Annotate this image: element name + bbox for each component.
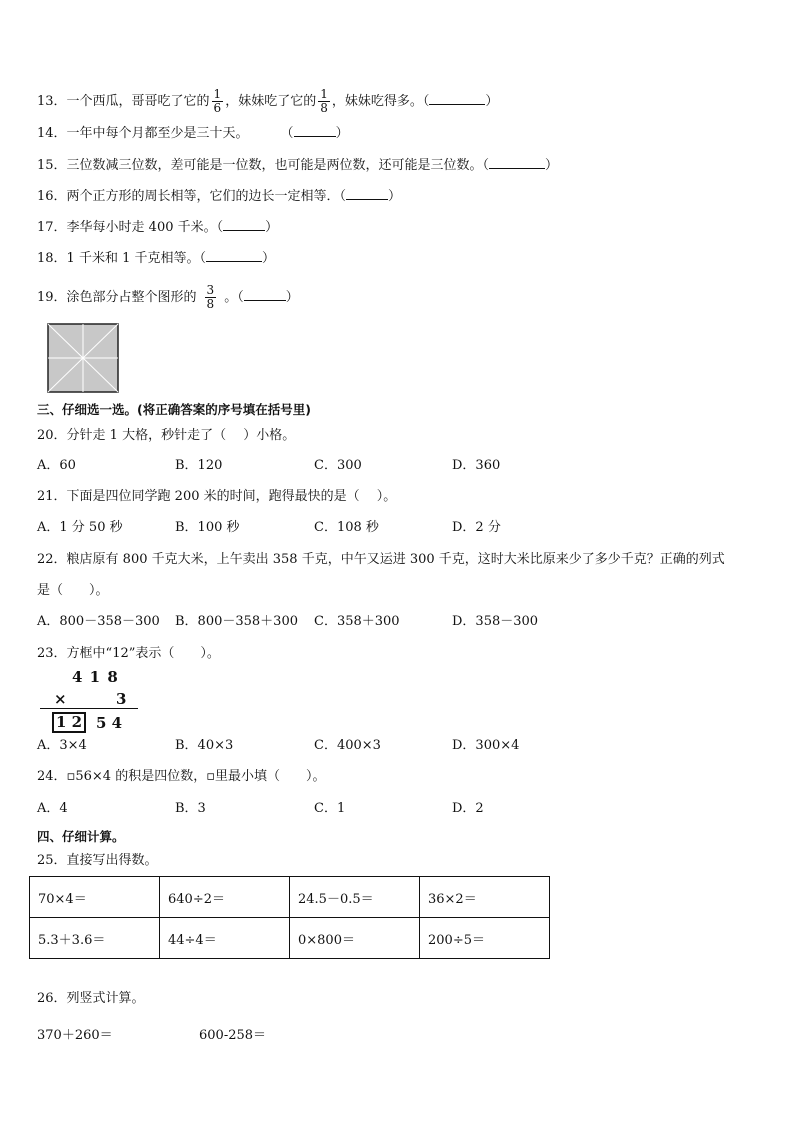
option-b[interactable]: B．800－358＋300 [175,614,298,629]
fraction-one-sixth: $\frac{1}{6}$ [213,87,222,115]
question-14: 14．一年中每个月都至少是三十天。 （ ） [37,126,349,141]
table-cell[interactable]: 640÷2＝ [160,877,290,918]
shaded-square-figure [47,323,119,393]
option-b[interactable]: B．120 [175,458,223,473]
question-21: 21．下面是四位同学跑 200 米的时间，跑得最快的是（ ）。 [37,489,397,504]
answer-blank-17[interactable] [223,218,265,231]
option-a[interactable]: A．800－358－300 [37,614,160,629]
question-20: 20．分针走 1 大格，秒针走了（ ）小格。 [37,428,296,443]
question-18: 18．1 千米和 1 千克相等。（ ） [37,251,275,266]
table-cell[interactable]: 36×2＝ [420,877,550,918]
question-23: 23．方框中“12”表示（ ）。 [37,646,220,661]
question-13: 13．一个西瓜，哥哥吃了它的 $\frac{1}{6}$ ，妹妹吃了它的 $\frac{1}{8}$ ，妹妹吃得多。（ ） [37,87,499,115]
answer-blank-14[interactable] [294,124,336,137]
multiplicand: 4 1 8 [72,668,119,686]
answer-blank-15[interactable] [489,156,545,169]
option-c[interactable]: C．300 [314,458,362,473]
option-c[interactable]: C．1 [314,801,346,816]
option-a[interactable]: A．3×4 [37,738,87,753]
product-rest: 5 4 [96,714,123,732]
vertical-calc-item[interactable]: 370＋260＝ [37,1028,113,1043]
table-cell[interactable]: 70×4＝ [30,877,160,918]
question-25: 25．直接写出得数。 [37,853,158,868]
question-17: 17．李华每小时走 400 千米。（ ） [37,220,279,235]
option-d[interactable]: D．300×4 [452,738,520,753]
times-sign: × [54,690,67,708]
option-b[interactable]: B．100 秒 [175,520,240,535]
option-a[interactable]: A．60 [37,458,76,473]
question-26: 26．列竖式计算。 [37,991,145,1006]
option-d[interactable]: D．2 [452,801,484,816]
boxed-twelve: 1 2 [52,712,86,733]
table-cell[interactable]: 0×800＝ [290,918,420,959]
answer-blank-18[interactable] [206,249,262,262]
option-a[interactable]: A．1 分 50 秒 [37,520,123,535]
table-cell[interactable]: 200÷5＝ [420,918,550,959]
option-b[interactable]: B．3 [175,801,206,816]
option-c[interactable]: C．108 秒 [314,520,379,535]
section-4-heading: 四、仔细计算。 [37,829,125,844]
fraction-one-eighth: $\frac{1}{8}$ [320,87,328,115]
question-24: 24．▫56×4 的积是四位数，▫里最小填（ ）。 [37,769,326,784]
option-d[interactable]: D．2 分 [452,520,501,535]
answer-blank-13[interactable] [429,92,485,105]
table-cell[interactable]: 24.5－0.5＝ [290,877,420,918]
vertical-multiplication [40,668,150,734]
calculation-table [29,876,550,959]
option-d[interactable]: D．360 [452,458,501,473]
question-22-cont: 是（ ）。 [37,583,109,598]
vertical-calc-item[interactable]: 600-258＝ [199,1028,267,1043]
option-d[interactable]: D．358－300 [452,614,539,629]
question-16: 16．两个正方形的周长相等，它们的边长一定相等．（ ） [37,189,402,204]
option-c[interactable]: C．400×3 [314,738,381,753]
question-19: 19．涂色部分占整个图形的 $\frac{3}{8}$ 。（ ） [37,283,299,311]
table-row [30,877,550,918]
answer-blank-16[interactable] [346,187,388,200]
result-line [40,708,138,709]
section-3-heading: 三、仔细选一选。(将正确答案的序号填在括号里) [37,402,311,417]
fraction-three-eighths: $\frac{3}{8}$ [206,283,215,311]
table-cell[interactable]: 5.3＋3.6＝ [30,918,160,959]
table-cell[interactable]: 44÷4＝ [160,918,290,959]
multiplier: 3 [116,690,127,708]
option-b[interactable]: B．40×3 [175,738,234,753]
option-a[interactable]: A．4 [37,801,68,816]
answer-blank-19[interactable] [244,288,286,301]
question-15: 15．三位数减三位数，差可能是一位数，也可能是两位数，还可能是三位数。（ ） [37,158,559,173]
option-c[interactable]: C．358＋300 [314,614,400,629]
question-22: 22．粮店原有 800 千克大米，上午卖出 358 千克，中午又运进 300 千克，这时大米比原来少了多少千克？正确的列式 [37,552,725,567]
table-row [30,918,550,959]
